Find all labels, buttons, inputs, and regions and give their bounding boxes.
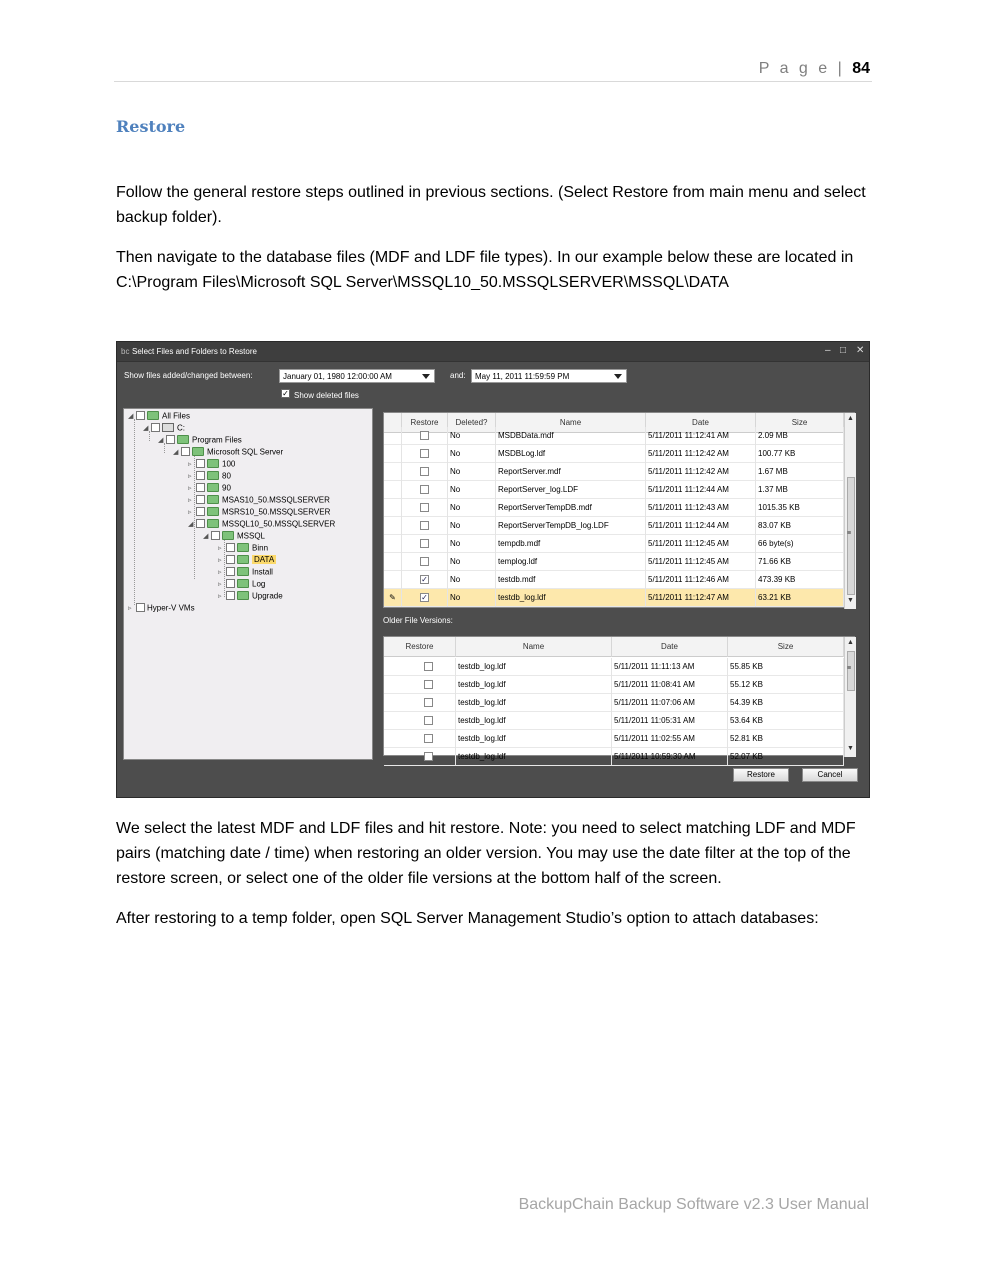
scroll-up-icon[interactable]: ▲ <box>847 639 854 646</box>
name-cell: ReportServer_log.LDF <box>496 481 646 499</box>
restore-cell <box>402 517 448 535</box>
restore-checkbox[interactable] <box>424 662 433 671</box>
date-cell: 5/11/2011 11:12:46 AM <box>646 571 756 589</box>
collapse-icon: ◢ <box>188 520 194 528</box>
table-row[interactable] <box>384 463 844 481</box>
tree-node-label: MSAS10_50.MSSQLSERVER <box>222 495 330 505</box>
name-cell: MSDBLog.ldf <box>496 445 646 463</box>
scroll-grip-icon: ≡ <box>847 530 852 537</box>
and-label: and: <box>450 371 466 380</box>
date-cell: 5/11/2011 11:12:44 AM <box>646 481 756 499</box>
restore-cell <box>384 658 456 676</box>
name-cell: testdb.mdf <box>496 571 646 589</box>
dialog-title: Select Files and Folders to Restore <box>132 347 257 356</box>
scroll-up-icon[interactable]: ▲ <box>847 415 854 422</box>
tree-node-label: Program Files <box>192 435 242 445</box>
close-button[interactable]: ✕ <box>856 345 865 356</box>
expand-icon: ▹ <box>128 604 132 612</box>
row-marker <box>384 517 402 535</box>
from-date-value: January 01, 1980 12:00:00 AM <box>283 372 392 381</box>
table-row[interactable] <box>384 535 844 553</box>
edit-pencil-icon: ✎ <box>389 593 396 602</box>
tree-checkbox[interactable] <box>226 579 235 588</box>
tree-node-label: Hyper-V VMs <box>147 603 195 613</box>
restore-cell <box>384 748 456 766</box>
table-row[interactable] <box>384 571 844 589</box>
size-cell: 53.64 KB <box>728 712 844 730</box>
dialog-titlebar <box>117 342 869 362</box>
older-scrollbar[interactable] <box>844 637 856 757</box>
table-row[interactable] <box>384 445 844 463</box>
deleted-cell: No <box>448 481 496 499</box>
size-cell: 100.77 KB <box>756 445 844 463</box>
tree-checkbox[interactable] <box>166 435 175 444</box>
table-row[interactable] <box>384 676 844 694</box>
tree-node-binn[interactable] <box>218 543 268 555</box>
collapse-icon: ◢ <box>128 412 134 420</box>
older-versions-label: Older File Versions: <box>383 616 453 625</box>
restore-cell <box>402 463 448 481</box>
page-number-value: 84 <box>852 60 870 77</box>
size-cell: 2.09 MB <box>756 427 844 445</box>
deleted-cell: No <box>448 571 496 589</box>
filter-label: Show files added/changed between: <box>124 371 253 380</box>
name-cell: testdb_log.ldf <box>456 658 612 676</box>
deleted-cell: No <box>448 535 496 553</box>
from-date-select[interactable] <box>279 369 435 383</box>
column-size[interactable]: Size <box>728 637 844 657</box>
tree-guide <box>134 419 135 605</box>
size-cell: 1015.35 KB <box>756 499 844 517</box>
older-table-header <box>384 637 844 657</box>
date-cell: 5/11/2011 10:59:30 AM <box>612 748 728 766</box>
date-cell: 5/11/2011 11:07:06 AM <box>612 694 728 712</box>
folder-icon <box>207 459 219 468</box>
date-cell: 5/11/2011 11:05:31 AM <box>612 712 728 730</box>
deleted-cell: No <box>448 463 496 481</box>
date-cell: 5/11/2011 11:12:41 AM <box>646 427 756 445</box>
size-cell: 473.39 KB <box>756 571 844 589</box>
size-cell: 1.67 MB <box>756 463 844 481</box>
size-cell: 83.07 KB <box>756 517 844 535</box>
deleted-cell: No <box>448 499 496 517</box>
expand-icon: ▹ <box>188 460 192 468</box>
size-cell: 66 byte(s) <box>756 535 844 553</box>
tree-node-label: C: <box>177 423 185 433</box>
tree-checkbox[interactable] <box>136 411 145 420</box>
table-row[interactable] <box>384 517 844 535</box>
row-marker <box>384 571 402 589</box>
restore-checkbox[interactable] <box>424 680 433 689</box>
restore-checkbox[interactable] <box>420 539 429 548</box>
folder-icon <box>147 411 159 420</box>
tree-node-label: Microsoft SQL Server <box>207 447 284 457</box>
scroll-down-icon[interactable]: ▼ <box>847 597 854 604</box>
restore-cell <box>402 553 448 571</box>
folder-icon <box>237 579 249 588</box>
scroll-down-icon[interactable]: ▼ <box>847 745 854 752</box>
restore-checkbox[interactable]: ✓ <box>421 593 428 602</box>
folder-icon <box>207 495 219 504</box>
size-cell: 55.12 KB <box>728 676 844 694</box>
column-date[interactable]: Date <box>646 413 756 433</box>
date-cell: 5/11/2011 11:12:42 AM <box>646 445 756 463</box>
date-cell: 5/11/2011 11:12:42 AM <box>646 463 756 481</box>
restore-button[interactable]: Restore <box>733 768 789 782</box>
restore-checkbox[interactable] <box>424 698 433 707</box>
tree-checkbox[interactable] <box>136 603 145 612</box>
restore-checkbox[interactable] <box>420 503 429 512</box>
tree-node-80[interactable] <box>188 471 231 483</box>
tree-node-upgrade[interactable] <box>218 591 283 603</box>
table-row[interactable] <box>384 589 844 607</box>
tree-node-label: Install <box>252 567 273 577</box>
tree-checkbox[interactable] <box>196 483 205 492</box>
date-cell: 5/11/2011 11:12:43 AM <box>646 499 756 517</box>
paragraph-select-files: We select the latest MDF and LDF files and hit restore. Note: you need to select matching LDF and MDF pairs (matching date / time) when restoring an older version. You may use the date filter at the top of the restore screen, or select one of the older file versions at the bottom half of the screen. <box>116 820 856 887</box>
tree-node-label: DATA <box>254 555 275 565</box>
date-cell: 5/11/2011 11:12:45 AM <box>646 535 756 553</box>
restore-cell <box>384 694 456 712</box>
files-scrollbar[interactable] <box>844 413 856 609</box>
expand-icon: ▹ <box>188 472 192 480</box>
page-label: P a g e | <box>758 60 845 77</box>
tree-node-label: 80 <box>222 471 231 481</box>
tree-node-label: 100 <box>222 459 236 469</box>
tree-checkbox[interactable] <box>196 507 205 516</box>
tree-node-label: All Files <box>162 411 191 421</box>
tree-checkbox[interactable] <box>151 423 160 432</box>
restore-cell <box>402 589 448 607</box>
tree-node-label: Binn <box>252 543 269 553</box>
date-cell: 5/11/2011 11:12:44 AM <box>646 517 756 535</box>
expand-icon: ▹ <box>188 484 192 492</box>
collapse-icon: ◢ <box>158 436 164 444</box>
name-cell: testdb_log.ldf <box>456 694 612 712</box>
tree-node-program-files[interactable] <box>158 435 242 447</box>
column-date[interactable]: Date <box>612 637 728 657</box>
name-cell: ReportServerTempDB.mdf <box>496 499 646 517</box>
folder-icon <box>207 507 219 516</box>
row-marker <box>384 535 402 553</box>
name-cell: testdb_log.ldf <box>496 589 646 607</box>
tree-node-mssql10[interactable] <box>188 519 335 531</box>
size-cell: 63.21 KB <box>756 589 844 607</box>
date-cell: 5/11/2011 11:12:45 AM <box>646 553 756 571</box>
row-marker <box>384 463 402 481</box>
tree-node-label: 90 <box>222 483 231 493</box>
tree-node-label: Log <box>252 579 266 589</box>
drive-icon <box>162 423 174 432</box>
tree-checkbox[interactable] <box>181 447 190 456</box>
column-restore[interactable]: Restore <box>384 637 456 657</box>
row-marker <box>384 427 402 445</box>
restore-checkbox[interactable] <box>420 431 429 440</box>
folder-icon <box>237 591 249 600</box>
restore-checkbox[interactable]: ✓ <box>421 575 428 584</box>
size-cell: 52.07 KB <box>728 748 844 766</box>
name-cell: ReportServerTempDB_log.LDF <box>496 517 646 535</box>
tree-node-hyper-v[interactable] <box>128 603 195 615</box>
size-cell: 1.37 MB <box>756 481 844 499</box>
restore-cell <box>402 427 448 445</box>
restore-checkbox[interactable] <box>424 752 433 761</box>
date-cell: 5/11/2011 11:11:13 AM <box>612 658 728 676</box>
row-marker <box>384 553 402 571</box>
page-footer: BackupChain Backup Software v2.3 User Manual <box>518 1196 869 1213</box>
column-restore[interactable]: Restore <box>402 413 448 433</box>
tree-node-label: MSSQL10_50.MSSQLSERVER <box>222 519 336 529</box>
page-header <box>114 58 872 82</box>
expand-icon: ▹ <box>188 496 192 504</box>
tree-node-all-files[interactable] <box>128 411 190 423</box>
deleted-cell: No <box>448 517 496 535</box>
expand-icon: ▹ <box>218 592 222 600</box>
column-name[interactable]: Name <box>456 637 612 657</box>
column-name[interactable]: Name <box>496 413 646 433</box>
restore-checkbox[interactable] <box>420 485 429 494</box>
name-cell: testdb_log.ldf <box>456 748 612 766</box>
folder-icon <box>237 543 249 552</box>
folder-icon <box>207 483 219 492</box>
show-deleted-checkbox[interactable]: ✓ <box>282 389 289 398</box>
table-row[interactable] <box>384 658 844 676</box>
restore-cell <box>384 676 456 694</box>
deleted-cell: No <box>448 427 496 445</box>
page-number <box>759 60 870 78</box>
name-cell: templog.ldf <box>496 553 646 571</box>
size-cell: 52.81 KB <box>728 730 844 748</box>
chevron-down-icon <box>422 374 430 379</box>
row-marker <box>384 481 402 499</box>
table-row[interactable] <box>384 553 844 571</box>
collapse-icon: ◢ <box>203 532 209 540</box>
collapse-icon: ◢ <box>143 424 149 432</box>
folder-icon <box>177 435 189 444</box>
tree-node-label: MSRS10_50.MSSQLSERVER <box>222 507 331 517</box>
section-heading: Restore <box>116 117 186 136</box>
date-cell: 5/11/2011 11:02:55 AM <box>612 730 728 748</box>
tree-node-msrs[interactable] <box>188 507 330 519</box>
tree-node-data[interactable] <box>218 555 276 567</box>
tree-node-install[interactable] <box>218 567 273 579</box>
tree-node-label: Upgrade <box>252 591 283 601</box>
tree-checkbox[interactable] <box>196 495 205 504</box>
folder-icon <box>222 531 234 540</box>
size-cell: 54.39 KB <box>728 694 844 712</box>
tree-checkbox[interactable] <box>226 567 235 576</box>
table-row[interactable] <box>384 499 844 517</box>
column-size[interactable]: Size <box>756 413 844 433</box>
tree-checkbox[interactable] <box>226 543 235 552</box>
name-cell: testdb_log.ldf <box>456 676 612 694</box>
date-cell: 5/11/2011 11:08:41 AM <box>612 676 728 694</box>
show-deleted-label: Show deleted files <box>294 391 359 400</box>
tree-checkbox[interactable] <box>211 531 220 540</box>
name-cell: ReportServer.mdf <box>496 463 646 481</box>
deleted-cell: No <box>448 445 496 463</box>
minimize-button[interactable]: – <box>825 345 831 356</box>
files-table <box>383 412 855 608</box>
expand-icon: ▹ <box>218 568 222 576</box>
collapse-icon: ◢ <box>173 448 179 456</box>
folder-tree <box>123 408 373 760</box>
deleted-cell: No <box>448 553 496 571</box>
restore-cell <box>384 730 456 748</box>
table-row[interactable] <box>384 694 844 712</box>
tree-node-label: MSSQL <box>237 531 266 541</box>
restore-cell <box>402 571 448 589</box>
deleted-cell: No <box>448 589 496 607</box>
tree-node-c-drive[interactable] <box>143 423 185 435</box>
tree-checkbox[interactable] <box>196 519 205 528</box>
tree-node-log[interactable] <box>218 579 265 591</box>
size-cell: 55.85 KB <box>728 658 844 676</box>
to-date-select[interactable] <box>471 369 627 383</box>
folder-icon <box>237 555 249 564</box>
tree-checkbox[interactable] <box>226 555 235 564</box>
restore-cell <box>402 445 448 463</box>
restore-checkbox[interactable] <box>424 734 433 743</box>
folder-icon <box>207 471 219 480</box>
row-marker <box>384 445 402 463</box>
cancel-button[interactable]: Cancel <box>802 768 858 782</box>
restore-checkbox[interactable] <box>420 467 429 476</box>
name-cell: testdb_log.ldf <box>456 712 612 730</box>
restore-cell <box>402 499 448 517</box>
restore-checkbox[interactable] <box>420 521 429 530</box>
name-cell: tempdb.mdf <box>496 535 646 553</box>
tree-checkbox[interactable] <box>196 459 205 468</box>
expand-icon: ▹ <box>218 556 222 564</box>
tree-checkbox[interactable] <box>196 471 205 480</box>
tree-node-msas[interactable] <box>188 495 330 507</box>
table-row[interactable] <box>384 712 844 730</box>
name-cell: testdb_log.ldf <box>456 730 612 748</box>
restore-checkbox[interactable] <box>420 557 429 566</box>
paragraph-intro: Follow the general restore steps outlined in previous sections. (Select Restore from main menu and select backup folder). <box>116 184 866 226</box>
row-marker <box>384 589 402 607</box>
tree-checkbox[interactable] <box>226 591 235 600</box>
expand-icon: ▹ <box>188 508 192 516</box>
to-date-value: May 11, 2011 11:59:59 PM <box>475 372 570 381</box>
maximize-button[interactable]: □ <box>840 345 847 356</box>
folder-icon <box>237 567 249 576</box>
table-row[interactable] <box>384 748 844 766</box>
app-logo: bc <box>121 347 130 356</box>
date-cell: 5/11/2011 11:12:47 AM <box>646 589 756 607</box>
size-cell: 71.66 KB <box>756 553 844 571</box>
restore-cell <box>384 712 456 730</box>
paragraph-attach: After restoring to a temp folder, open SQL Server Management Studio’s option to attach databases: <box>116 910 819 927</box>
restore-cell <box>402 535 448 553</box>
restore-checkbox[interactable] <box>420 449 429 458</box>
scroll-grip-icon: ≡ <box>847 665 852 672</box>
expand-icon: ▹ <box>218 544 222 552</box>
column-deleted[interactable]: Deleted? <box>448 413 496 433</box>
folder-icon <box>207 519 219 528</box>
restore-dialog <box>116 341 870 798</box>
row-marker <box>384 499 402 517</box>
tree-node-mssql[interactable] <box>203 531 265 543</box>
restore-cell <box>402 481 448 499</box>
chevron-down-icon <box>614 374 622 379</box>
folder-icon <box>192 447 204 456</box>
tree-node-90[interactable] <box>188 483 231 495</box>
older-versions-table <box>383 636 855 761</box>
table-row[interactable] <box>384 427 844 445</box>
restore-checkbox[interactable] <box>424 716 433 725</box>
name-cell: MSDBData.mdf <box>496 427 646 445</box>
table-row[interactable] <box>384 730 844 748</box>
tree-node-100[interactable] <box>188 459 235 471</box>
table-row[interactable] <box>384 481 844 499</box>
tree-node-microsoft-sql-server[interactable] <box>173 447 283 459</box>
expand-icon: ▹ <box>218 580 222 588</box>
paragraph-navigate: Then navigate to the database files (MDF and LDF file types). In our example below these are located in C:\Program Files\Microsoft SQL Server\MSSQL10_50.MSSQLSERVER\MSSQL\DATA <box>116 249 854 291</box>
